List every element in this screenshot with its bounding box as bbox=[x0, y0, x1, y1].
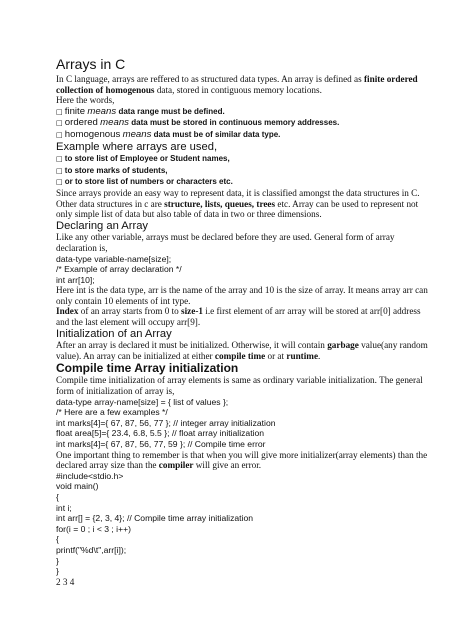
index-text: of an array starts from 0 to bbox=[78, 306, 182, 317]
page-title: Arrays in C bbox=[56, 56, 126, 72]
term-word: finite bbox=[64, 105, 86, 117]
term-means: means bbox=[100, 117, 129, 129]
intro-text: In C language, arrays are reffered to as structured data types. An array is defined as bbox=[56, 74, 364, 84]
term-desc: data must be of similar data type. bbox=[153, 129, 281, 139]
example-item bbox=[56, 153, 428, 165]
term-item bbox=[56, 117, 428, 129]
example-text: to store list of Employee or Student names, bbox=[64, 154, 230, 164]
since-text: Since arrays provide an easy way to represent data, it is classified amongst the data structures in C. Other data structures in c are bbox=[56, 187, 420, 209]
code-line: int arr[] = {2, 3, 4}; // Compile time array initialization bbox=[56, 513, 254, 524]
declaring-code bbox=[56, 254, 428, 286]
code-line: } bbox=[56, 566, 59, 577]
example-text: or to store list of numbers or characters etc. bbox=[64, 177, 233, 187]
init-text-end: . bbox=[318, 350, 321, 361]
declaring-explanation: Here int is the data type, arr is the name of the array and 10 is the size of array. It means array arr can only contain 10 elements of int type. bbox=[56, 285, 428, 306]
code-line: #include<stdio.h> bbox=[56, 470, 124, 481]
compile-time-code bbox=[56, 397, 428, 450]
code-line: /* Example of array declaration */ bbox=[56, 264, 182, 275]
term-item bbox=[56, 106, 428, 118]
term-word: ordered bbox=[64, 117, 98, 129]
code-line: /* Here are a few examples */ bbox=[56, 407, 168, 418]
code-line: { bbox=[56, 534, 59, 545]
code-line: int i; bbox=[56, 502, 72, 513]
since-paragraph bbox=[56, 188, 428, 220]
compiler-text: One important thing to remember is that when you will give more initializer(array elements) than the declared array size than the bbox=[56, 449, 428, 471]
code-line: void main() bbox=[56, 481, 99, 492]
index-paragraph bbox=[56, 306, 428, 327]
compile-time-bold: compile time bbox=[214, 350, 266, 361]
compile-time-heading: Compile time Array initialization bbox=[56, 361, 239, 376]
code-line: { bbox=[56, 491, 59, 502]
initialization-heading: Initialization of an Array bbox=[56, 327, 172, 340]
bullet-icon: □ bbox=[56, 106, 63, 116]
program-code bbox=[56, 471, 428, 577]
code-line: data-type variable-name[size]; bbox=[56, 253, 172, 264]
index-text-end: i.e first element of arr array will be stored at arr[0] address and the last element will occupy arr[9]. bbox=[56, 306, 421, 328]
compiler-paragraph bbox=[56, 450, 428, 471]
bullet-icon: □ bbox=[56, 154, 63, 164]
code-line: int marks[4]={ 67, 87, 56, 77 }; // integer array initialization bbox=[56, 417, 276, 428]
compiler-bold: compiler bbox=[158, 460, 194, 471]
init-text: After an array is declared it must be initialized. Otherwise, it will contain bbox=[56, 340, 328, 351]
intro-bold: finite ordered collection of homogenous bbox=[56, 74, 418, 95]
bullet-icon: □ bbox=[56, 165, 63, 175]
declaring-paragraph: Like any other variable, arrays must be declared before they are used. General form of array declaration is, bbox=[56, 232, 395, 253]
code-line: int arr[10]; bbox=[56, 274, 95, 285]
runtime-bold: runtime bbox=[286, 350, 319, 361]
term-item bbox=[56, 129, 428, 141]
intro-text-end: data, stored in contiguous memory locations. bbox=[154, 84, 322, 95]
compiler-text-end: will give an error. bbox=[193, 460, 262, 471]
example-item bbox=[56, 165, 428, 177]
example-text: to store marks of students, bbox=[64, 165, 168, 175]
example-item bbox=[56, 176, 428, 188]
examples-heading: Example where arrays are used, bbox=[56, 140, 218, 153]
code-line: printf("%d\t",arr[i]); bbox=[56, 544, 127, 555]
examples-list bbox=[56, 153, 428, 188]
bullet-icon: □ bbox=[56, 118, 63, 128]
since-text-end: etc. Array can be used to represent not only simple list of data but also table of data in two or three dimensions. bbox=[56, 198, 419, 220]
code-line: data-type array-name[size] = { list of values }; bbox=[56, 396, 229, 407]
term-means: means bbox=[87, 105, 117, 117]
terms-list bbox=[56, 106, 428, 141]
declaring-heading: Declaring an Array bbox=[56, 219, 149, 232]
code-line: } bbox=[56, 555, 59, 566]
intro-paragraph bbox=[56, 74, 428, 95]
code-line: for(i = 0 ; i < 3 ; i++) bbox=[56, 523, 131, 534]
code-line: int marks[4]={ 67, 87, 56, 77, 59 }; // Compile time error bbox=[56, 439, 266, 449]
program-output: 2 3 4 bbox=[56, 576, 75, 587]
index-bold: Index bbox=[56, 306, 79, 317]
term-means: means bbox=[122, 128, 152, 140]
term-word: homogenous bbox=[64, 128, 121, 140]
bullet-icon: □ bbox=[56, 129, 63, 139]
size-bold: size-1 bbox=[181, 306, 203, 317]
initialization-paragraph bbox=[56, 340, 428, 361]
init-text-3: or at bbox=[265, 350, 287, 361]
term-desc: data range must be defined. bbox=[118, 106, 225, 116]
bullet-icon: □ bbox=[56, 177, 63, 187]
since-bold: structure, lists, queues, trees bbox=[164, 198, 276, 209]
code-line: float area[5]={ 23.4, 6.8, 5.5 }; // float array initialization bbox=[56, 428, 265, 439]
here-the-words: Here the words, bbox=[56, 95, 115, 106]
garbage-bold: garbage bbox=[327, 340, 359, 351]
compile-time-paragraph: Compile time initialization of array elements is same as ordinary variable initialization. The general form of initialization of array is, bbox=[56, 375, 423, 397]
term-desc: data must be stored in continuous memory addresses. bbox=[131, 118, 340, 128]
init-text-2: value(any random value). An array can be initialized at either bbox=[56, 340, 428, 361]
